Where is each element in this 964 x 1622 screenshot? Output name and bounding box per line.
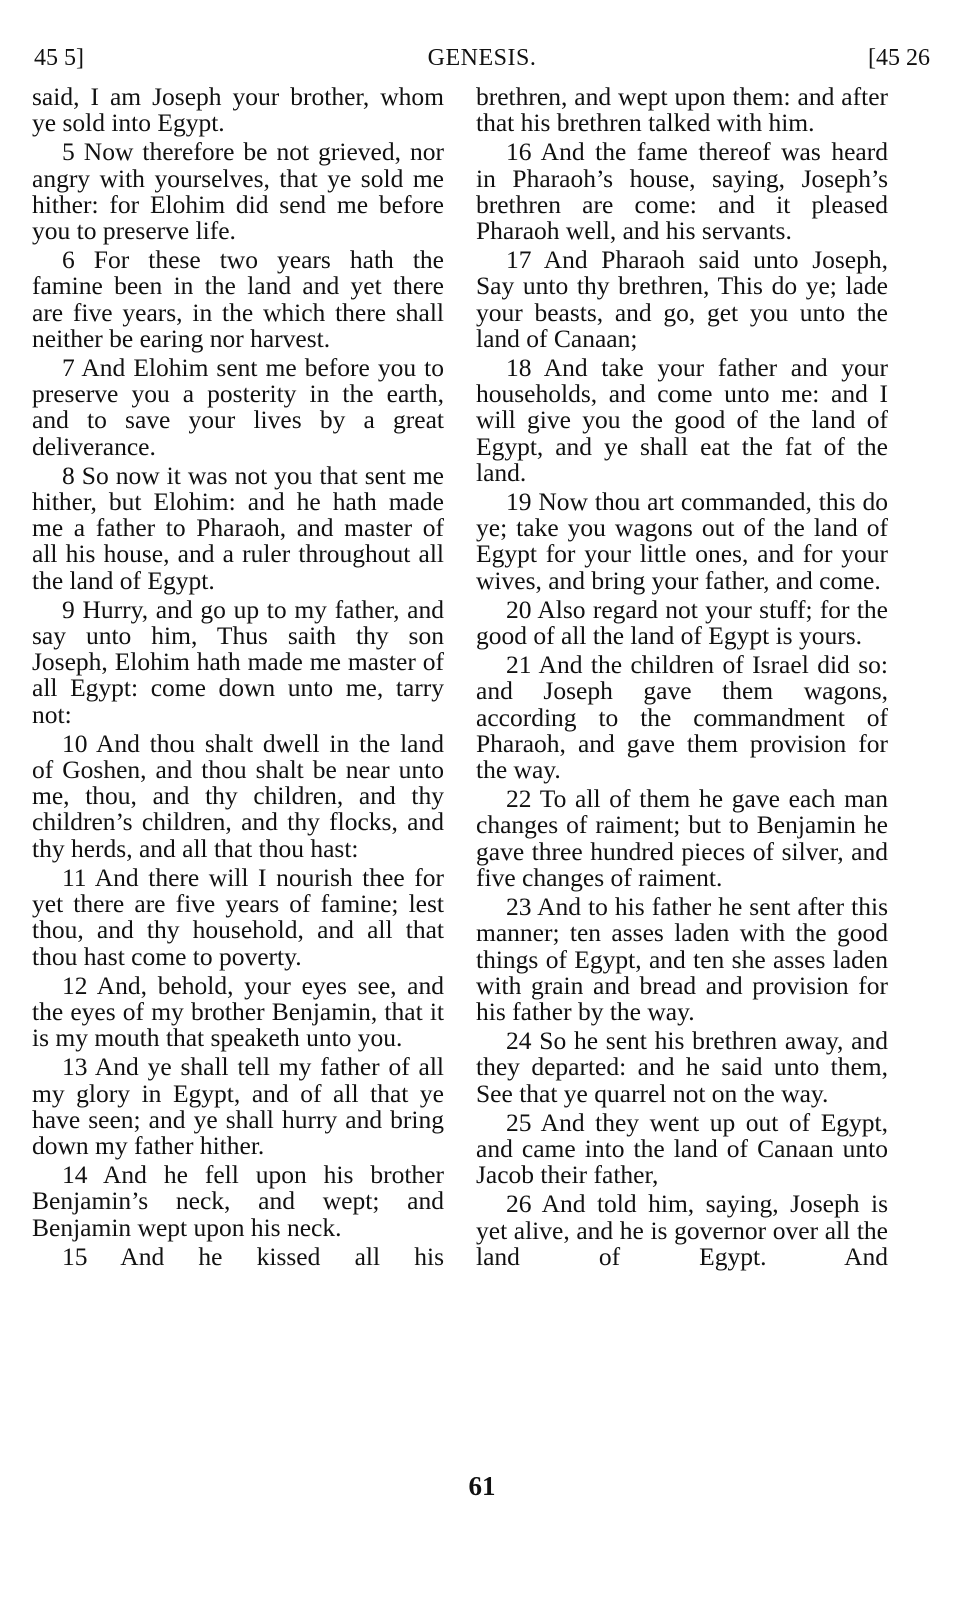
- verse-paragraph: 7 And Elohim sent me before you to preserve you a posterity in the earth, and to save your lives by a great deliverance.: [32, 353, 444, 461]
- header-left-reference: 45 5]: [34, 45, 84, 71]
- verse-paragraph: 20 Also regard not your stuff; for the good of all the land of Egypt is yours.: [476, 594, 888, 651]
- verse-paragraph: 23 And to his father he sent after this manner; ten asses laden with the good things of Egypt, and ten she asses laden with grain and bread and provision for his father by the way.: [476, 892, 888, 1026]
- verse-paragraph: 18 And take your father and your households, and come unto me: and I will give you the good of the land of Egypt, and ye shall eat the fat of the land.: [476, 353, 888, 487]
- verse-paragraph: 10 And thou shalt dwell in the land of Goshen, and thou shalt be near unto me, thou, and thy children, and thy children’s children, and thy flocks, and thy herds, and all that thou hast:: [32, 728, 444, 863]
- left-column: [32, 84, 444, 1273]
- verse-paragraph: 25 And they went up out of Egypt, and came into the land of Canaan unto Jacob their father,: [476, 1107, 888, 1190]
- header-right-reference: [45 26: [868, 45, 930, 71]
- verse-paragraph: 24 So he sent his brethren away, and they departed: and he said unto them, See that ye quarrel not on the way.: [476, 1026, 888, 1108]
- verse-paragraph: 19 Now thou art commanded, this do ye; take you wagons out of the land of Egypt for your little ones, and for your wives, and bring your father, and come.: [476, 487, 888, 595]
- verse-paragraph: 21 And the children of Israel did so: and Joseph gave them wagons, according to the commandment of Pharaoh, and gave them provision for the way.: [476, 650, 888, 785]
- verse-paragraph: said, I am Joseph your brother, whom ye sold into Egypt.: [32, 82, 444, 138]
- running-header: [28, 40, 936, 76]
- book-title: GENESIS.: [427, 45, 537, 71]
- verse-paragraph: 22 To all of them he gave each man changes of raiment; but to Benjamin he gave three hundred pieces of silver, and five changes of raiment.: [476, 784, 888, 892]
- verse-paragraph: 17 And Pharaoh said unto Joseph, Say unto thy brethren, This do ye; lade your beasts, and go, get you unto the land of Canaan;: [476, 245, 888, 353]
- verse-paragraph: 16 And the fame thereof was heard in Pharaoh’s house, saying, Joseph’s brethren are come: and it pleased Pharaoh well, and his servants.: [476, 137, 888, 246]
- verse-paragraph: 11 And there will I nourish thee for yet there are five years of famine; lest thou, and thy household, and all that thou hast come to poverty.: [32, 862, 444, 971]
- verse-paragraph: brethren, and wept upon them: and after that his brethren talked with him.: [476, 82, 888, 138]
- verse-paragraph: 13 And ye shall tell my father of all my glory in Egypt, and of all that ye have seen; and ye shall hurry and bring down my father hither.: [32, 1052, 444, 1160]
- verse-paragraph: 5 Now therefore be not grieved, nor angry with yourselves, that ye sold me hither: for Elohim did send me before you to preserve life.: [32, 137, 444, 246]
- page-number: 61: [468, 1471, 496, 1501]
- verse-paragraph: 6 For these two years hath the famine been in the land and yet there are five years, in the which there shall neither be earing nor harvest.: [32, 245, 444, 353]
- verse-paragraph: 15 And he kissed all his: [62, 1241, 444, 1271]
- verse-paragraph: 12 And, behold, your eyes see, and the eyes of my brother Benjamin, that it is my mouth that speaketh unto you.: [32, 970, 444, 1053]
- verse-paragraph: 26 And told him, saying, Joseph is yet alive, and he is governor over all the land of Egypt. And: [476, 1189, 888, 1271]
- verse-paragraph: 9 Hurry, and go up to my father, and say unto him, Thus saith thy son Joseph, Elohim hath made me master of all Egypt: come down unto me, tarry not:: [32, 594, 444, 729]
- verse-paragraph: 14 And he fell upon his brother Benjamin’s neck, and wept; and Benjamin wept upon his neck.: [32, 1160, 444, 1242]
- verse-paragraph: 8 So now it was not you that sent me hither, but Elohim: and he hath made me a father to Pharaoh, and master of all his house, and a ruler throughout all the land of Egypt.: [32, 460, 444, 595]
- right-column: [476, 84, 888, 1273]
